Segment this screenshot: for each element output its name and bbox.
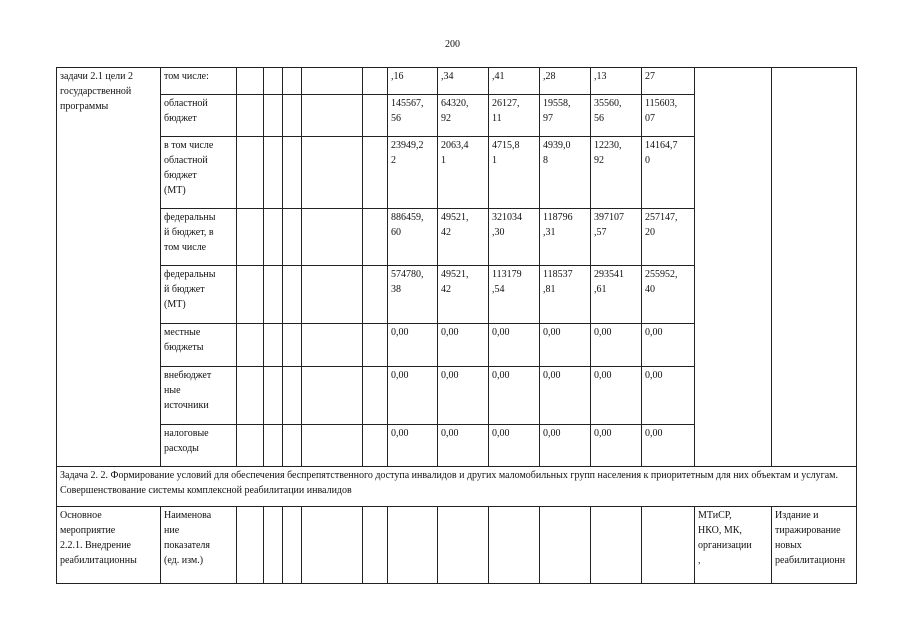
table-row [57,68,857,95]
executors-cell: МТиСР, НКО, МК, организации , [695,507,772,584]
value-cell: 0,00 [642,425,695,467]
empty-cell [283,266,302,324]
value-cell: 321034 ,30 [489,209,540,266]
value-cell: 0,00 [438,324,489,367]
value-cell: 0,00 [388,367,438,425]
value-cell: 14164,7 0 [642,137,695,209]
page-number: 200 [445,39,460,50]
empty-cell [540,507,591,584]
empty-cell [264,324,283,367]
value-cell: 293541 ,61 [591,266,642,324]
empty-cell [283,209,302,266]
row-label: федеральны й бюджет (МТ) [161,266,237,324]
value-cell: 23949,2 2 [388,137,438,209]
empty-cell [302,68,363,95]
value-cell: 0,00 [540,425,591,467]
result-cell: Издание и тиражирование новых реабилитационн [772,507,857,584]
value-cell: 26127, 11 [489,95,540,137]
empty-cell [363,425,388,467]
empty-cell [363,209,388,266]
value-cell: ,13 [591,68,642,95]
empty-cell [302,324,363,367]
empty-cell [302,137,363,209]
empty-cell [302,95,363,137]
empty-cell [237,425,264,467]
empty-cell [237,324,264,367]
empty-cell [237,137,264,209]
empty-cell [302,425,363,467]
value-cell: 0,00 [388,324,438,367]
row-label: внебюджет ные источники [161,367,237,425]
empty-cell [363,367,388,425]
value-cell: 19558, 97 [540,95,591,137]
empty-cell [438,507,489,584]
indicator-cell: Наименова ние показателя (ед. изм.) [161,507,237,584]
empty-cell [363,324,388,367]
empty-cell [363,266,388,324]
value-cell: 0,00 [438,367,489,425]
measure-cell: Основное мероприятие 2.2.1. Внедрение реабилитационны [57,507,161,584]
empty-cell [283,425,302,467]
value-cell: 118796 ,31 [540,209,591,266]
program-table [56,67,857,584]
empty-cell [237,507,264,584]
value-cell: 397107 ,57 [591,209,642,266]
task-cell: задачи 2.1 цели 2 государственной программы [57,68,161,467]
row-label: налоговые расходы [161,425,237,467]
value-cell: 0,00 [540,324,591,367]
empty-cell [363,95,388,137]
empty-cell [283,95,302,137]
empty-cell [237,95,264,137]
value-cell: 35560, 56 [591,95,642,137]
empty-cell [264,137,283,209]
value-cell: 255952, 40 [642,266,695,324]
empty-cell [283,137,302,209]
empty-cell [264,425,283,467]
value-cell: 574780, 38 [388,266,438,324]
empty-cell [237,68,264,95]
empty-cell [237,209,264,266]
value-cell: 4715,8 1 [489,137,540,209]
empty-cell [302,266,363,324]
result-cell [772,68,857,467]
row-label: том числе: [161,68,237,95]
task-header: Задача 2. 2. Формирование условий для обеспечения беспрепятственного доступа инвалидов и других маломобильных групп населения к приоритетным для них объектам и услугам. Совершенствование системы комплексной реабилитации инвалидов [57,467,857,507]
row-label: областной бюджет [161,95,237,137]
value-cell: 886459, 60 [388,209,438,266]
row-label: федеральны й бюджет, в том числе [161,209,237,266]
empty-cell [283,367,302,425]
empty-cell [264,95,283,137]
table-row [57,507,857,584]
empty-cell [283,68,302,95]
task-header-row [57,467,857,507]
value-cell: 0,00 [540,367,591,425]
value-cell: 0,00 [438,425,489,467]
value-cell: 4939,0 8 [540,137,591,209]
empty-cell [283,507,302,584]
empty-cell [363,68,388,95]
value-cell: 0,00 [489,367,540,425]
empty-cell [363,507,388,584]
value-cell: 0,00 [591,324,642,367]
empty-cell [264,68,283,95]
empty-cell [388,507,438,584]
empty-cell [264,367,283,425]
value-cell: ,34 [438,68,489,95]
empty-cell [642,507,695,584]
value-cell: 118537 ,81 [540,266,591,324]
value-cell: 27 [642,68,695,95]
value-cell: 0,00 [642,324,695,367]
value-cell: 0,00 [388,425,438,467]
empty-cell [237,266,264,324]
empty-cell [264,266,283,324]
empty-cell [264,507,283,584]
value-cell: ,16 [388,68,438,95]
row-label: в том числе областной бюджет (МТ) [161,137,237,209]
empty-cell [283,324,302,367]
value-cell: 0,00 [642,367,695,425]
empty-cell [591,507,642,584]
value-cell: 49521, 42 [438,209,489,266]
value-cell: 0,00 [591,425,642,467]
empty-cell [302,367,363,425]
row-label: местные бюджеты [161,324,237,367]
empty-cell [489,507,540,584]
value-cell: 2063,4 1 [438,137,489,209]
value-cell: 145567, 56 [388,95,438,137]
value-cell: 0,00 [489,425,540,467]
empty-cell [302,507,363,584]
value-cell: ,41 [489,68,540,95]
value-cell: 0,00 [591,367,642,425]
value-cell: ,28 [540,68,591,95]
value-cell: 257147, 20 [642,209,695,266]
table-body [57,68,857,584]
empty-cell [302,209,363,266]
empty-cell [363,137,388,209]
executors-cell [695,68,772,467]
value-cell: 49521, 42 [438,266,489,324]
value-cell: 64320, 92 [438,95,489,137]
empty-cell [264,209,283,266]
empty-cell [237,367,264,425]
value-cell: 0,00 [489,324,540,367]
value-cell: 12230, 92 [591,137,642,209]
value-cell: 113179 ,54 [489,266,540,324]
value-cell: 115603, 07 [642,95,695,137]
